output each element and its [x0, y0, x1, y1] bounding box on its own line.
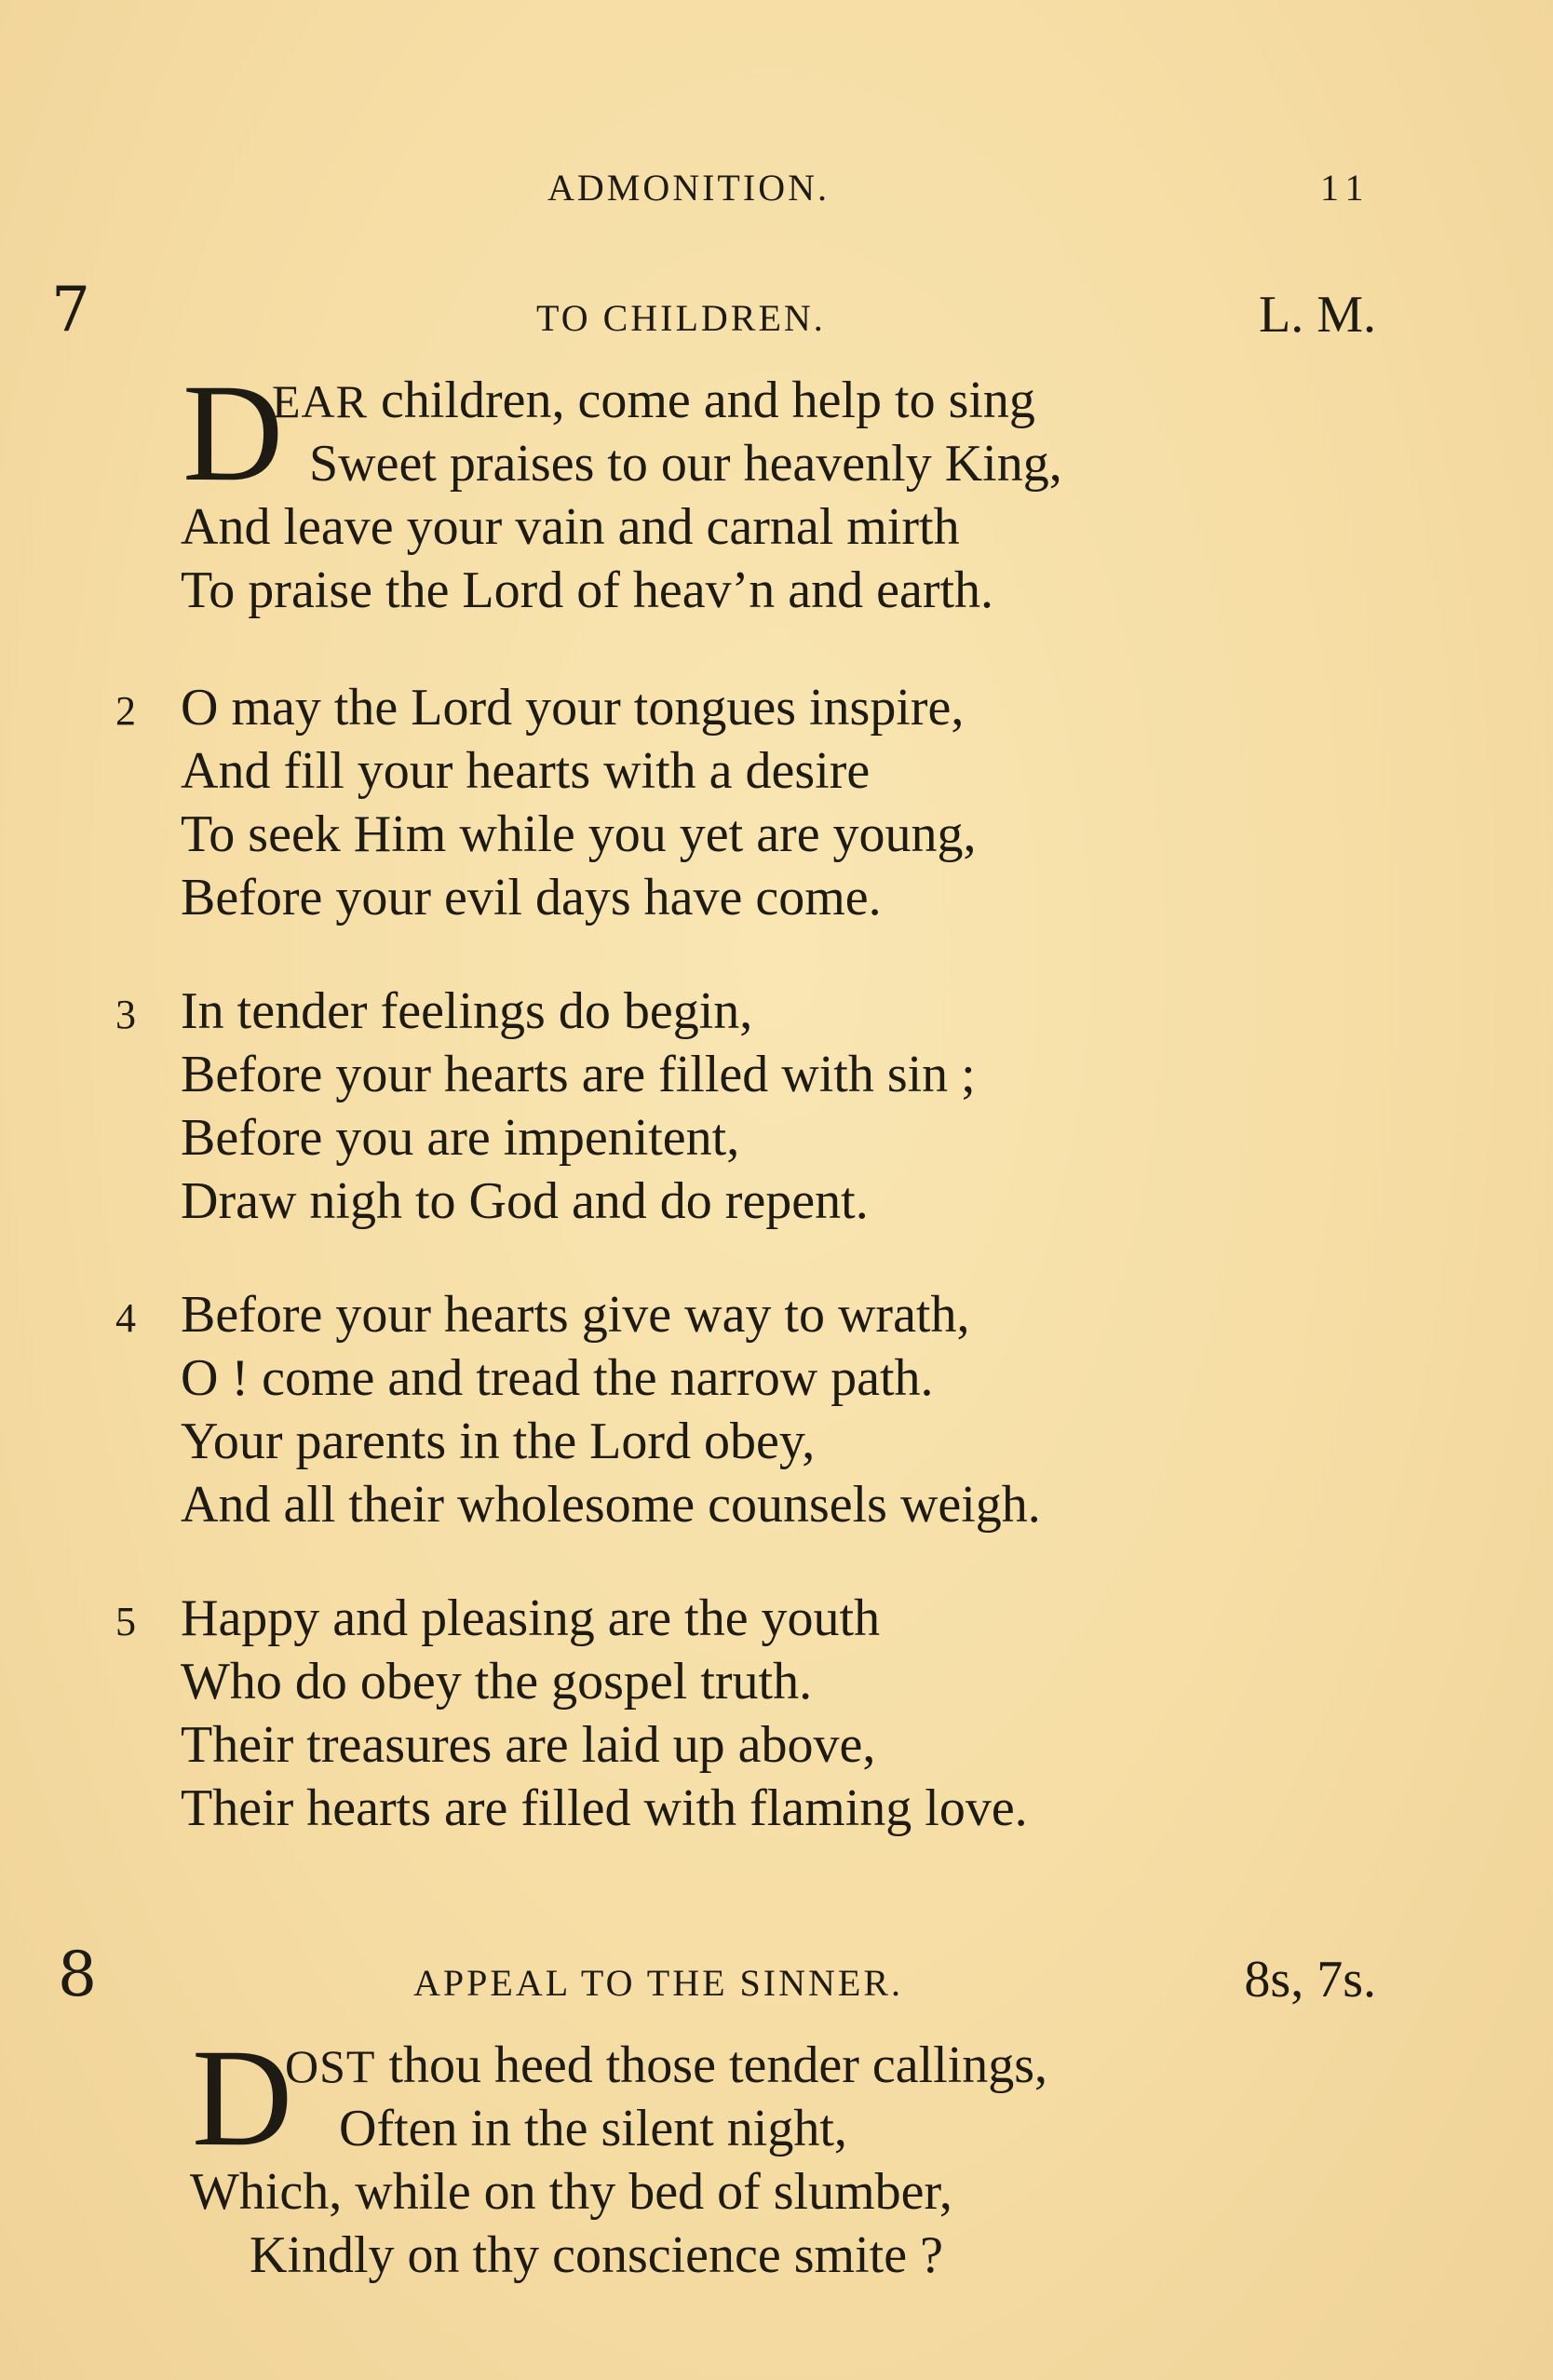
verse-line: Sweet praises to our heavenly King,: [309, 435, 1062, 493]
hymn-title: TO CHILDREN.: [536, 297, 826, 339]
running-head: [0, 166, 1553, 212]
verse-line: And fill your hearts with a desire: [181, 742, 871, 800]
verse-line: Kindly on thy conscience smite ?: [250, 2226, 943, 2284]
verse-line: O may the Lord your tongues inspire,: [181, 679, 965, 737]
verse-line: Which, while on thy bed of slumber,: [190, 2163, 952, 2221]
verse-number: 2: [115, 688, 136, 734]
line-rest: thou heed those tender callings,: [375, 2036, 1048, 2094]
hymn-header-7: [0, 274, 1553, 361]
verse-line: Before your hearts give way to wrath,: [181, 1286, 970, 1344]
verse-line: Before your hearts are filled with sin ;: [181, 1046, 976, 1103]
verse-line: [285, 2034, 1047, 2098]
drop-cap: D: [182, 356, 284, 510]
hymn-header-8: [0, 1939, 1553, 2026]
drop-cap: D: [192, 2021, 293, 2175]
verse-line: To praise the Lord of heav’n and earth.: [181, 561, 994, 619]
verse-line: Before your evil days have come.: [181, 869, 882, 926]
verse-line: Happy and pleasing are the youth: [181, 1589, 881, 1647]
verse-line: In tender feelings do begin,: [181, 982, 753, 1040]
hymn-number: 8: [58, 1939, 97, 2010]
hymn-meter: L. M.: [1259, 286, 1376, 344]
line-rest: children, come and help to sing: [368, 372, 1035, 429]
first-word-caps: OST: [285, 2040, 376, 2092]
verse-line: Their hearts are filled with flaming love.: [181, 1779, 1028, 1837]
verse-line: Who do obey the gospel truth.: [181, 1653, 813, 1711]
verse-number: 3: [115, 992, 136, 1037]
page-number: 11: [1320, 167, 1371, 209]
verse-line: [272, 369, 1035, 433]
verse-line: Their treasures are laid up above,: [181, 1716, 876, 1774]
first-word-caps: EAR: [272, 375, 368, 427]
verse-line: And all their wholesome counsels weigh.: [181, 1476, 1041, 1534]
running-title: ADMONITION.: [547, 167, 830, 209]
verse-line: O ! come and tread the narrow path.: [181, 1349, 934, 1407]
verse-line: Your parents in the Lord obey,: [181, 1413, 816, 1470]
hymn-number: 7: [51, 274, 90, 345]
verse-number: 4: [115, 1295, 136, 1341]
verse-line: And leave your vain and carnal mirth: [181, 498, 960, 556]
hymn-meter: 8s, 7s.: [1244, 1951, 1376, 2008]
verse-line: Often in the silent night,: [339, 2100, 847, 2157]
verse-number: 5: [115, 1599, 136, 1644]
verse-line: Draw nigh to God and do repent.: [181, 1172, 869, 1230]
hymn-title: APPEAL TO THE SINNER.: [413, 1962, 904, 2004]
verse-line: To seek Him while you yet are young,: [181, 805, 977, 863]
verse-line: Before you are impenitent,: [181, 1109, 740, 1167]
